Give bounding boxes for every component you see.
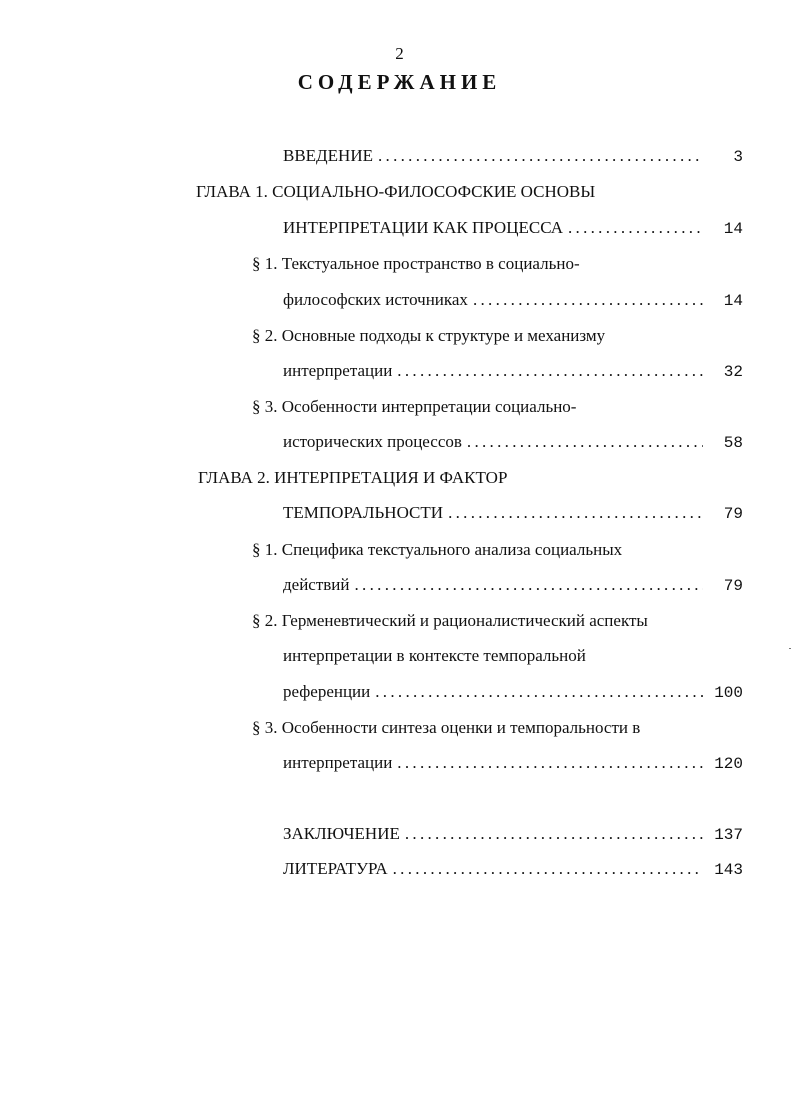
chapter-title-line: ИНТЕРПРЕТАЦИИ КАК ПРОЦЕССА (283, 218, 563, 237)
section-title-line: Основные подходы к структуре и механизму (281, 326, 606, 345)
toc-title: СОДЕРЖАНИЕ (297, 70, 502, 94)
toc-page-number: 143 (714, 861, 743, 879)
toc-entry-text: ВВЕДЕНИЕ (283, 146, 373, 165)
chapter-label: ГЛАВА 1. (196, 182, 268, 201)
section-label: § 2. (252, 611, 278, 630)
section-label: § 3. (252, 718, 278, 737)
toc-page-number: 120 (714, 755, 743, 773)
toc-page-number: 100 (714, 684, 743, 702)
scan-speck (789, 648, 791, 649)
dot-leader (370, 679, 703, 705)
section-title-line: Герменевтический и рационалистический аспекты (281, 611, 648, 630)
dot-leader (392, 358, 703, 384)
toc-section-2-2[interactable] (252, 608, 782, 634)
toc-page-number: 14 (723, 220, 743, 238)
toc-chapter-1-heading[interactable] (196, 179, 756, 205)
chapter-title-line: СОЦИАЛЬНО-ФИЛОСОФСКИЕ ОСНОВЫ (272, 182, 596, 201)
toc-page-number: 3 (733, 148, 743, 166)
toc-section-2-2-continuation[interactable] (283, 679, 743, 705)
toc-chapter-1-continuation[interactable] (283, 215, 743, 241)
section-title-line: философских источниках (283, 290, 468, 309)
toc-page-number: 137 (714, 826, 743, 844)
dot-leader (462, 429, 703, 455)
toc-section-2-1[interactable] (252, 537, 752, 563)
toc-section-2-3-continuation[interactable] (283, 750, 743, 776)
chapter-title-line: ИНТЕРПРЕТАЦИЯ И ФАКТОР (274, 468, 508, 487)
toc-section-2-3[interactable] (252, 715, 782, 741)
section-title-line: референции (283, 682, 371, 701)
dot-leader (468, 287, 703, 313)
toc-section-1-3-continuation[interactable] (283, 429, 743, 455)
section-label: § 3. (252, 397, 278, 416)
chapter-label: ГЛАВА 2. (198, 468, 270, 487)
toc-section-1-1[interactable] (252, 251, 752, 277)
toc-page-number: 79 (723, 505, 743, 523)
toc-section-2-1-continuation[interactable] (283, 572, 743, 598)
dot-leader (443, 500, 703, 526)
section-label: § 2. (252, 326, 278, 345)
section-title-line: Специфика текстуального анализа социальных (281, 540, 623, 559)
dot-leader (350, 572, 704, 598)
toc-section-1-2-continuation[interactable] (283, 358, 743, 384)
section-title-line: интерпретации (283, 753, 393, 772)
dot-leader (400, 821, 703, 847)
dot-leader (563, 215, 703, 241)
dot-leader (373, 143, 703, 169)
toc-entry-conclusion[interactable] (283, 821, 743, 847)
section-label: § 1. (252, 540, 278, 559)
section-title-line: исторических процессов (283, 432, 462, 451)
toc-section-1-3[interactable] (252, 394, 752, 420)
toc-entry-text: ЗАКЛЮЧЕНИЕ (283, 824, 400, 843)
chapter-title-line: ТЕМПОРАЛЬНОСТИ (283, 503, 444, 522)
toc-page-number: 79 (723, 577, 743, 595)
toc-entry-literature[interactable] (283, 856, 743, 882)
dot-leader (392, 750, 703, 776)
section-title-line: интерпретации (283, 361, 393, 380)
dot-leader (388, 856, 703, 882)
toc-chapter-2-heading[interactable] (198, 465, 758, 491)
section-title-line: интерпретации в контексте темпоральной (283, 646, 586, 665)
section-title-line: Текстуальное пространство в социально- (281, 254, 580, 273)
section-title-line: действий (283, 575, 350, 594)
toc-page-number: 58 (723, 434, 743, 452)
toc-section-2-2-line-2[interactable] (283, 643, 743, 669)
toc-entry-text: ЛИТЕРАТУРА (283, 859, 388, 878)
toc-section-1-2[interactable] (252, 323, 752, 349)
page-number: 2 (395, 44, 404, 63)
section-title-line: Особенности интерпретации социально- (281, 397, 577, 416)
toc-page-number: 14 (723, 292, 743, 310)
toc-section-1-1-continuation[interactable] (283, 287, 743, 313)
toc-chapter-2-continuation[interactable] (283, 500, 743, 526)
section-title-line: Особенности синтеза оценки и темпоральности в (281, 718, 641, 737)
section-label: § 1. (252, 254, 278, 273)
toc-page-number: 32 (723, 363, 743, 381)
toc-entry-intro[interactable] (283, 143, 743, 169)
